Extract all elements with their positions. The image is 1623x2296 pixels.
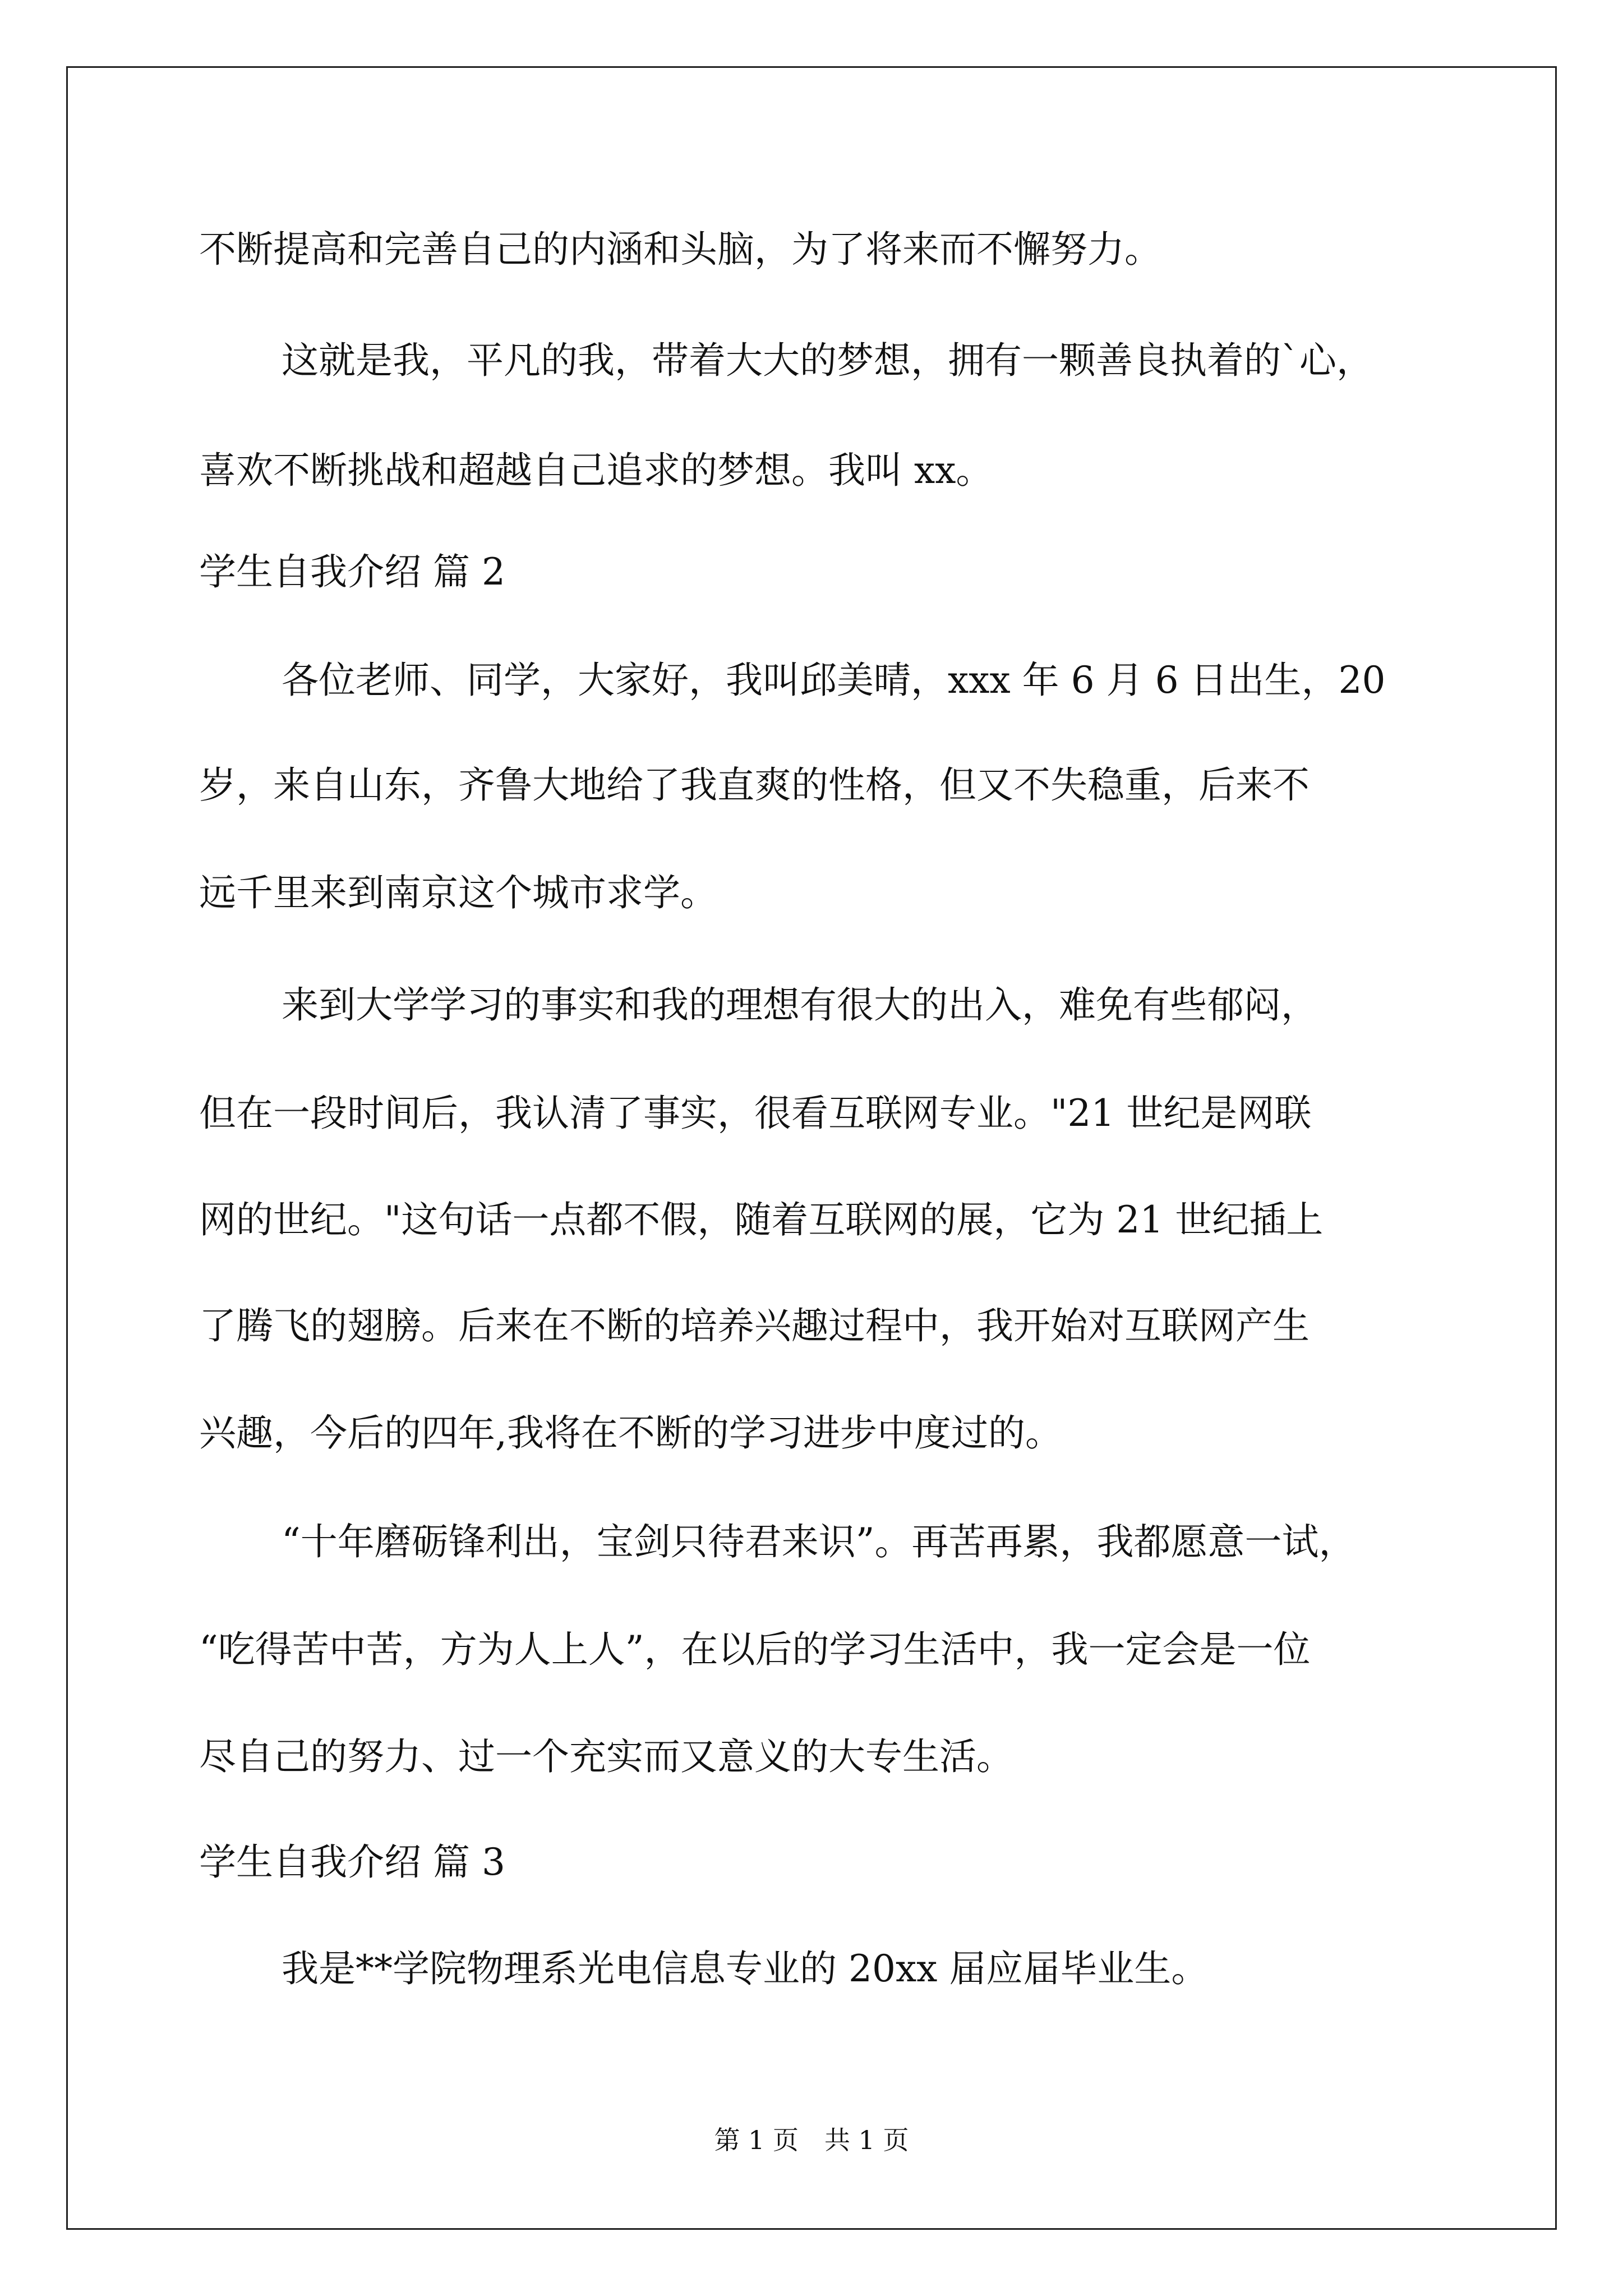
- paragraph-line: 来到大学学习的事实和我的理想有很大的出入，难免有些郁闷，: [282, 983, 1318, 1027]
- paragraph-line: 我是**学院物理系光电信息专业的 20xx 届应届毕业生。: [282, 1947, 1209, 1990]
- paragraph-line: 远千里来到南京这个城市求学。: [199, 871, 717, 914]
- page-border: [66, 66, 1557, 2230]
- paragraph-line: 尽自己的努力、过一个充实而又意义的大专生活。: [199, 1735, 1013, 1778]
- section-heading: 学生自我介绍 篇 3: [199, 1841, 505, 1884]
- paragraph-line: 兴趣，今后的四年,我将在不断的学习进步中度过的。: [199, 1411, 1062, 1455]
- paragraph-line: “吃得苦中苦，方为人上人”，在以后的学习生活中，我一定会是一位: [199, 1628, 1311, 1671]
- page-footer: 第 1 页 共 1 页: [714, 2125, 909, 2155]
- paragraph-line: “十年磨砺锋利出，宝剑只待君来识”。再苦再累，我都愿意一试，: [282, 1520, 1356, 1563]
- paragraph-line: 喜欢不断挑战和超越自己追求的梦想。我叫 xx。: [199, 449, 993, 492]
- paragraph-line: 岁，来自山东，齐鲁大地给了我直爽的性格，但又不失稳重，后来不: [199, 763, 1310, 807]
- paragraph-line: 这就是我，平凡的我，带着大大的梦想，拥有一颗善良执着的`心，: [282, 339, 1373, 382]
- section-heading: 学生自我介绍 篇 2: [199, 550, 505, 593]
- paragraph-line: 了腾飞的翅膀。后来在不断的培养兴趣过程中，我开始对互联网产生: [199, 1304, 1310, 1347]
- paragraph-line: 各位老师、同学，大家好，我叫邱美晴，xxx 年 6 月 6 日出生，20: [282, 659, 1386, 702]
- paragraph-line: 但在一段时间后，我认清了事实，很看互联网专业。"21 世纪是网联: [199, 1092, 1312, 1135]
- paragraph-line: 网的世纪。"这句话一点都不假，随着互联网的展，它为 21 世纪插上: [199, 1198, 1324, 1241]
- paragraph-line: 不断提高和完善自己的内涵和头脑，为了将来而不懈努力。: [199, 228, 1161, 271]
